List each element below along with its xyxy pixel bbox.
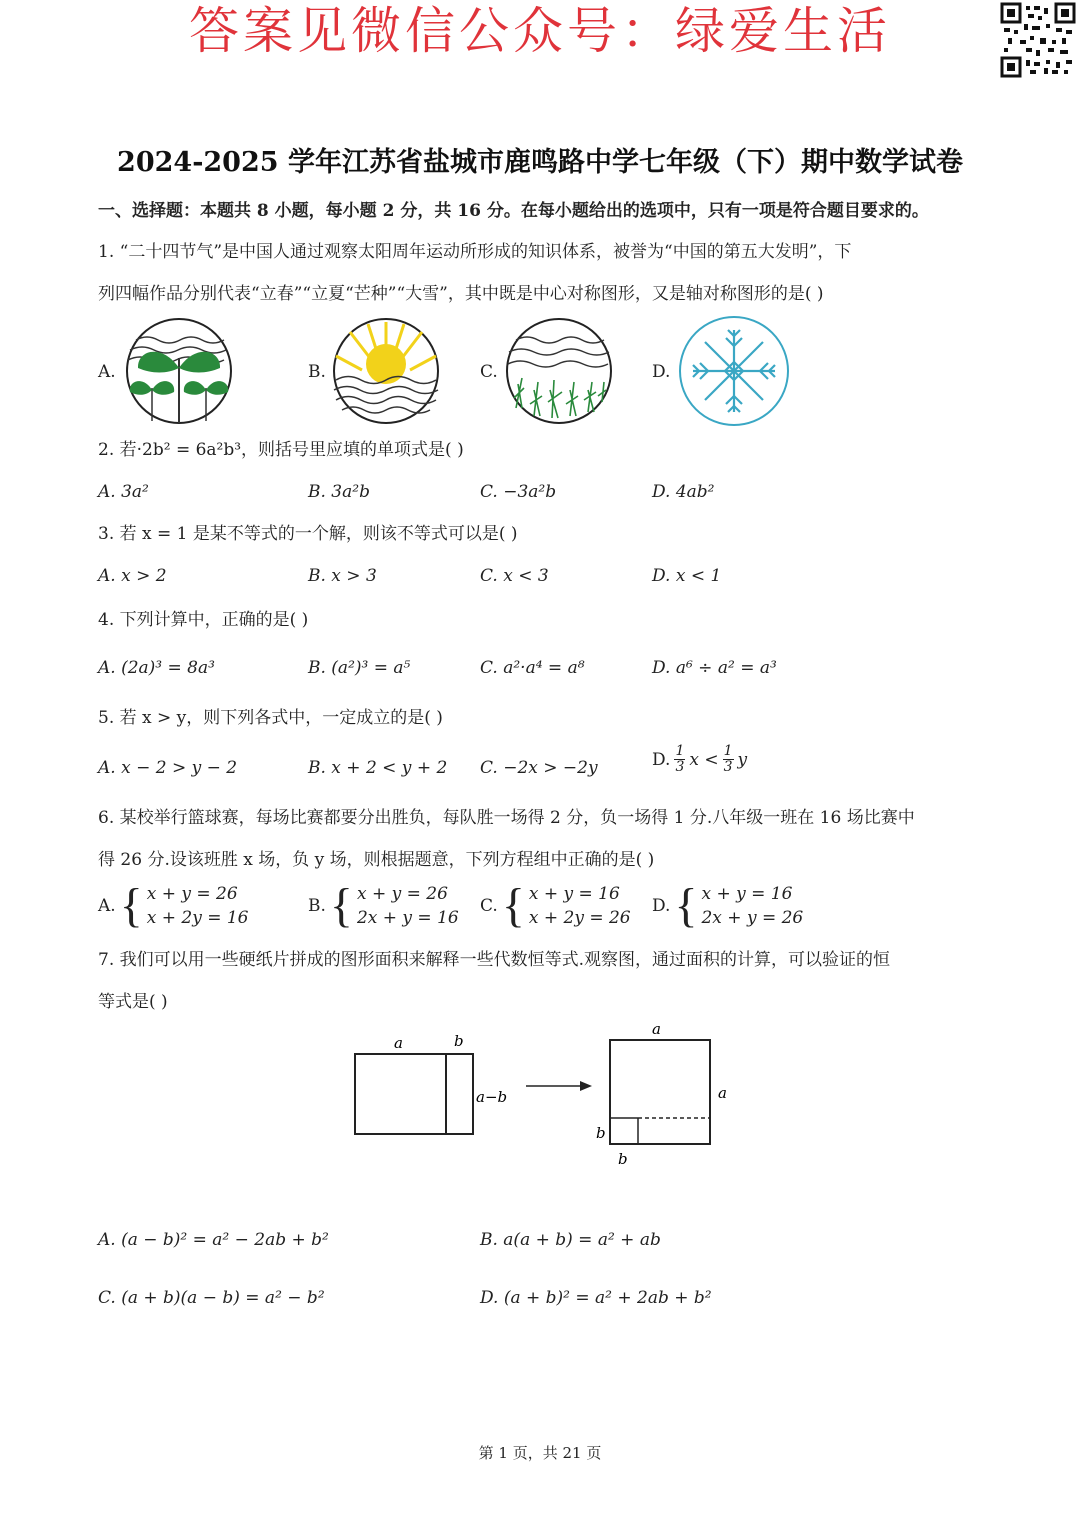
q4-stem: 4. 下列计算中，正确的是( ) (98, 610, 309, 630)
q3-option-d: D. x < 1 (652, 566, 722, 586)
q4-option-d: D. a⁶ ÷ a² = a³ (652, 658, 777, 678)
q1-line2: 列四幅作品分别代表“立春”“立夏“芒种”“大雪”，其中既是中心对称图形，又是轴对称图形的是( ) (98, 284, 824, 304)
q7-line2: 等式是( ) (98, 992, 168, 1012)
q6-option-c-label: C. (480, 896, 498, 916)
q6-option-b (308, 879, 459, 932)
q1-option-b-label: B. (308, 362, 326, 382)
q2-stem: 2. 若·2b² = 6a²b³，则括号里应填的单项式是( ) (98, 440, 464, 460)
equation: x + 2y = 16 (146, 908, 249, 928)
lichun-leaf-figure (122, 318, 236, 424)
q3-option-b: B. x > 3 (308, 566, 377, 586)
equation: x + y = 26 (356, 884, 448, 904)
daxue-snowflake-figure (676, 316, 792, 426)
label-b-left: b (596, 1124, 606, 1142)
banner-text: 答案见微信公众号：绿爱生活 (189, 2, 891, 60)
q7-option-b: B. a(a + b) = a² + ab (480, 1230, 661, 1250)
q7-option-c: C. (a + b)(a − b) = a² − b² (98, 1288, 325, 1308)
equation: 2x + y = 26 (701, 908, 804, 928)
equation: x + y = 26 (146, 884, 238, 904)
brace: { (329, 879, 353, 932)
q6-line2: 得 26 分.设该班胜 x 场，负 y 场，则根据题意，下列方程组中正确的是( ) (98, 850, 655, 870)
q7-option-d: D. (a + b)² = a² + 2ab + b² (480, 1288, 712, 1308)
q3-option-c: C. x < 3 (480, 566, 549, 586)
q3-option-a: A. x > 2 (98, 566, 167, 586)
q1-option-c-label: C. (480, 362, 498, 382)
q1-option-a-label: A. (98, 362, 116, 382)
fraction-numerator: 1 (675, 743, 685, 759)
q5-option-d-end: y (737, 749, 748, 770)
area-identity-figure (340, 1016, 740, 1176)
equation: x + 2y = 26 (528, 908, 631, 928)
q6-line1: 6. 某校举行篮球赛，每场比赛都要分出胜负，每队胜一场得 2 分，负一场得 1 分.八年级一班在 16 场比赛中 (98, 808, 915, 828)
q1-option-d-label: D. (652, 362, 671, 382)
q6-option-b-label: B. (308, 896, 326, 916)
q1-line1: 1. “二十四节气”是中国人通过观察太阳周年运动所形成的知识体系，被誉为“中国的第五大发明”，下 (98, 242, 852, 262)
q5-option-d-label: D. (652, 749, 671, 770)
q5-option-d (652, 744, 747, 775)
label-a-right: a (718, 1084, 727, 1102)
q5-stem: 5. 若 x > y，则下列各式中，一定成立的是( ) (98, 708, 443, 728)
q7-line1: 7. 我们可以用一些硬纸片拼成的图形面积来解释一些代数恒等式.观察图，通过面积的计算，可以验证的恒 (98, 950, 891, 970)
q4-option-c: C. a²·a⁴ = a⁸ (480, 658, 585, 678)
q5-option-a: A. x − 2 > y − 2 (98, 758, 238, 778)
page-footer: 第 1 页，共 21 页 (478, 1444, 602, 1462)
mangzhong-grass-figure (502, 318, 616, 424)
label-b-bottom: b (618, 1150, 628, 1168)
q2-option-a: A. 3a² (98, 482, 149, 502)
section-heading: 一、选择题：本题共 8 小题，每小题 2 分，共 16 分。在每小题给出的选项中，只有一项是符合题目要求的。 (98, 201, 929, 221)
equation: 2x + y = 16 (356, 908, 459, 928)
q2-option-d: D. 4ab² (652, 482, 715, 502)
q6-option-d (652, 879, 804, 932)
q2-option-c: C. −3a²b (480, 482, 557, 502)
fraction-numerator: 1 (723, 743, 733, 759)
brace: { (501, 879, 525, 932)
label-a-top: a (652, 1020, 661, 1038)
page-title: 2024-2025 学年江苏省盐城市鹿鸣路中学七年级（下）期中数学试卷 (117, 147, 963, 178)
q6-option-d-label: D. (652, 896, 671, 916)
q7-option-a: A. (a − b)² = a² − 2ab + b² (98, 1230, 329, 1250)
q5-option-d-mid: x < (689, 749, 719, 770)
q6-option-a-label: A. (98, 896, 116, 916)
label-a-minus-b: a−b (476, 1088, 508, 1106)
q4-option-b: B. (a²)³ = a⁵ (308, 658, 411, 678)
q6-option-c (480, 879, 631, 932)
equation: x + y = 16 (528, 884, 620, 904)
label-a: a (394, 1034, 403, 1052)
brace: { (674, 879, 698, 932)
q3-stem: 3. 若 x = 1 是某不等式的一个解，则该不等式可以是( ) (98, 524, 518, 544)
q4-option-a: A. (2a)³ = 8a³ (98, 658, 215, 678)
q2-option-b: B. 3a²b (308, 482, 370, 502)
brace: { (119, 879, 143, 932)
q5-option-b: B. x + 2 < y + 2 (308, 758, 448, 778)
qr-code-icon (1000, 2, 1076, 78)
lixia-sun-figure (330, 318, 442, 424)
fraction: $\frac{1}{3}$ (723, 743, 733, 775)
equation: x + y = 16 (701, 884, 793, 904)
q5-option-c: C. −2x > −2y (480, 758, 598, 778)
fraction: $\frac{1}{3}$ (675, 743, 685, 775)
q6-option-a (98, 879, 249, 932)
label-b: b (454, 1032, 464, 1050)
